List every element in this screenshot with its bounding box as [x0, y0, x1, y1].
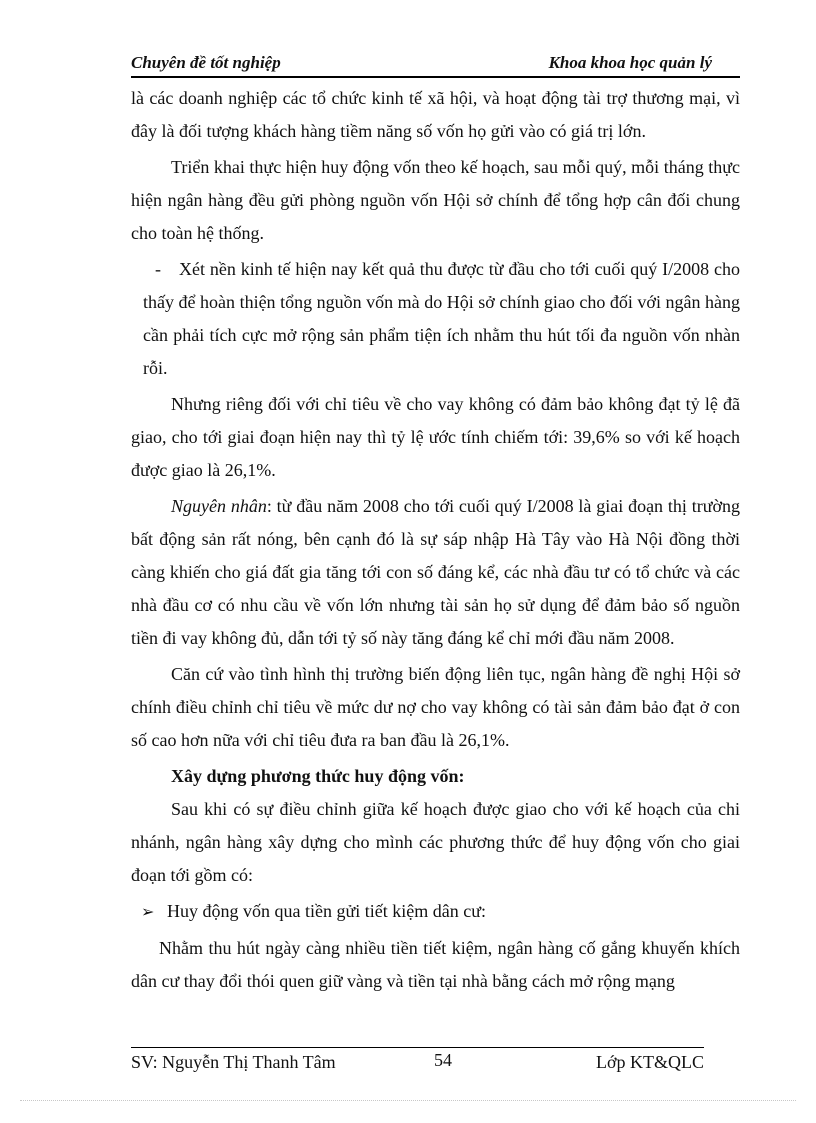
- body-text: [131, 82, 740, 998]
- cause-text: : từ đầu năm 2008 cho tới cuối quý I/2008 là giai đoạn thị trường bất động sản rất nóng, bên cạnh đó là sự sáp nhập Hà Tây vào Hà Nội đồng thời càng khiến cho giá đất gia tăng tới con số đáng kể, các nhà đầu tư có tổ chức và các nhà đầu cơ có nhu cầu về vốn lớn nhưng tài sản họ sử dụng để đảm bảo số nguồn tiền đi vay không đủ, dẫn tới tỷ số này tăng đáng kể chỉ mới đầu năm 2008.: [131, 496, 740, 648]
- paragraph: Triển khai thực hiện huy động vốn theo kế hoạch, sau mỗi quý, mỗi tháng thực hiện ngân hàng đều gửi phòng nguồn vốn Hội sở chính để tổng hợp cân đối chung cho toàn hệ thống.: [131, 157, 740, 243]
- footer-student-name: SV: Nguyễn Thị Thanh Tâm: [131, 1052, 336, 1072]
- page-edge-divider: [20, 1100, 796, 1101]
- header-thesis-title: Chuyên đề tốt nghiệp: [131, 53, 281, 72]
- paragraph: là các doanh nghiệp các tổ chức kinh tế xã hội, và hoạt động tài trợ thương mại, vì đây là đối tượng khách hàng tiềm năng số vốn họ gửi vào có giá trị lớn.: [131, 88, 740, 141]
- arrow-list-item-text: Huy động vốn qua tiền gửi tiết kiệm dân cư:: [167, 901, 486, 921]
- cause-label: Nguyên nhân: [171, 496, 267, 516]
- paragraph: [131, 490, 740, 655]
- dash-paragraph: [143, 253, 740, 385]
- header-faculty: Khoa khoa học quản lý: [548, 53, 712, 72]
- section-heading: Xây dựng phương thức huy động vốn:: [171, 766, 465, 786]
- arrow-bullet-icon: ➢: [141, 904, 155, 921]
- arrow-list-item: [141, 895, 740, 929]
- paragraph: Căn cứ vào tình hình thị trường biến động liên tục, ngân hàng đề nghị Hội sở chính điều chỉnh chỉ tiêu về mức dư nợ cho vay không có tài sản đảm bảo đạt ở con số cao hơn nữa với chỉ tiêu đưa ra ban đầu là 26,1%.: [131, 664, 740, 750]
- paragraph: Sau khi có sự điều chỉnh giữa kế hoạch được giao cho với kế hoạch của chi nhánh, ngân hàng xây dựng cho mình các phương thức để huy động vốn cho giai đoạn tới gồm có:: [131, 799, 740, 885]
- dash-paragraph-text: Xét nền kinh tế hiện nay kết quả thu được từ đầu cho tới cuối quý I/2008 cho thấy để hoàn thiện tổng nguồn vốn mà do Hội sở chính giao cho đối với ngân hàng cần phải tích cực mở rộng sản phẩm tiện ích nhằm thu hút tối đa nguồn vốn nhàn rỗi.: [143, 259, 740, 378]
- footer-class: Lớp KT&QLC: [595, 1052, 704, 1072]
- paragraph: Nhưng riêng đối với chỉ tiêu về cho vay không có đảm bảo không đạt tỷ lệ đã giao, cho tới giai đoạn hiện nay thì tỷ lệ ước tính chiếm tới: 39,6% so với kế hoạch được giao là 26,1%.: [131, 394, 740, 480]
- dash-bullet: -: [155, 259, 161, 279]
- page-header: [131, 52, 740, 78]
- paragraph: Nhằm thu hút ngày càng nhiều tiền tiết kiệm, ngân hàng cố gắng khuyến khích dân cư thay đổi thói quen giữ vàng và tiền tại nhà bằng cách mở rộng mạng: [131, 938, 740, 991]
- page-number: 54: [434, 1050, 452, 1070]
- page-footer: [131, 1047, 704, 1078]
